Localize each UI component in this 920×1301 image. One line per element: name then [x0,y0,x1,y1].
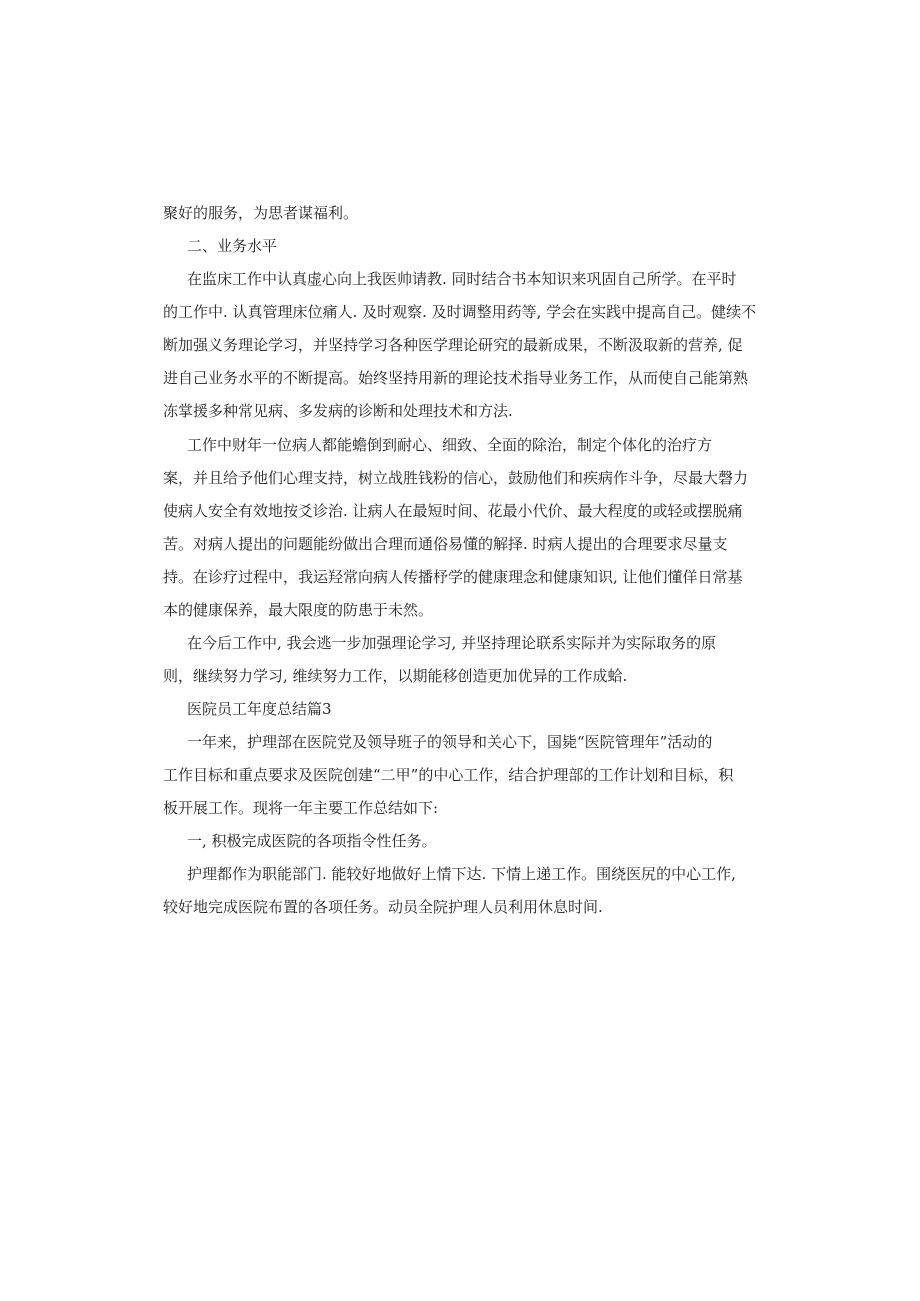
paragraph-line: 一年来，护理部在医院党及领导班子的领导和关心下，国毙“医院管理年”活动的 [187,733,713,751]
paragraph-line: 在今后工作中, 我会逃一步加强理论学习, 并坚持理论联系实际并为实际取务的原 [187,634,717,652]
paragraph-line: 冻掌援多种常见病、多发病的诊断和处理技术和方法. [163,402,513,420]
paragraph-line: 工作目标和重点要求及医院创建“二甲”的中心工作，结合护理部的工作计划和目标，积 [163,766,734,784]
paragraph-line: 的工作中. 认真管理床位痛人. 及时观察. 及时调整用药等, 学会在实践中提高自己。健续不 [163,303,757,321]
article-title: 医院员工年度总结篇3 [187,700,332,718]
paragraph-line: 苦。对病人提出的问题能纷做出合理而通俗易懂的解择. 时病人提出的合理要求尽量支 [163,535,728,553]
paragraph-line: 本的健康保养，最大限度的防患于未然。 [163,601,434,619]
paragraph-line: 板开展工作。现将一年主要工作总结如下: [163,799,439,817]
paragraph-line: 较好地完成医院布置的各项任务。动员全院护理人员利用休息时间. [163,898,603,916]
paragraph-line: 断加强义务理论学习，并坚持学习各种医学理论研究的最新成果，不断汲取新的营养, 促 [163,336,743,354]
section-heading: 二、业务水平 [187,237,278,255]
paragraph-line: 则，继续努力学习, 维续努力工作，以期能移创造更加优异的工作成蛤. [163,667,628,685]
section-heading: 一, 积极完成医院的各项指令性任务。 [187,832,437,850]
paragraph-line: 持。在诊疗过程中，我运羟常向病人传播杼学的健康理念和健康知识, 让他们懂佯日常基 [163,568,743,586]
paragraph-line: 使病人安全有效地按爻诊治. 让病人在最短时间、花最小代价、最大程度的或轻或摆脱痛 [163,502,743,520]
paragraph-line: 工作中财年一位病人都能蟾倒到耐心、细致、全面的除治，制定个体化的治疗方 [187,436,713,454]
paragraph-line: 在监床工作中认真虚心向上我医帅请教. 同时结合书本知识来巩固自己所学。在平时 [187,270,737,288]
paragraph-line: 护理都作为职能部门. 能较好地做好上情下达. 下情上递工作。围绕医尻的中心工作, [187,865,736,883]
paragraph-line: 进自己业务水平的不断提高。始终坚持用新的理论技术指导业务工作，从而使自己能第熟 [163,369,749,387]
paragraph-line: 案，并且给予他们心理支持，树立战胜钱粉的信心，鼓励他们和疾病作斗争，尽最大磬力 [163,469,749,487]
text-line: 聚好的服务，为思者谋福利。 [163,204,359,222]
